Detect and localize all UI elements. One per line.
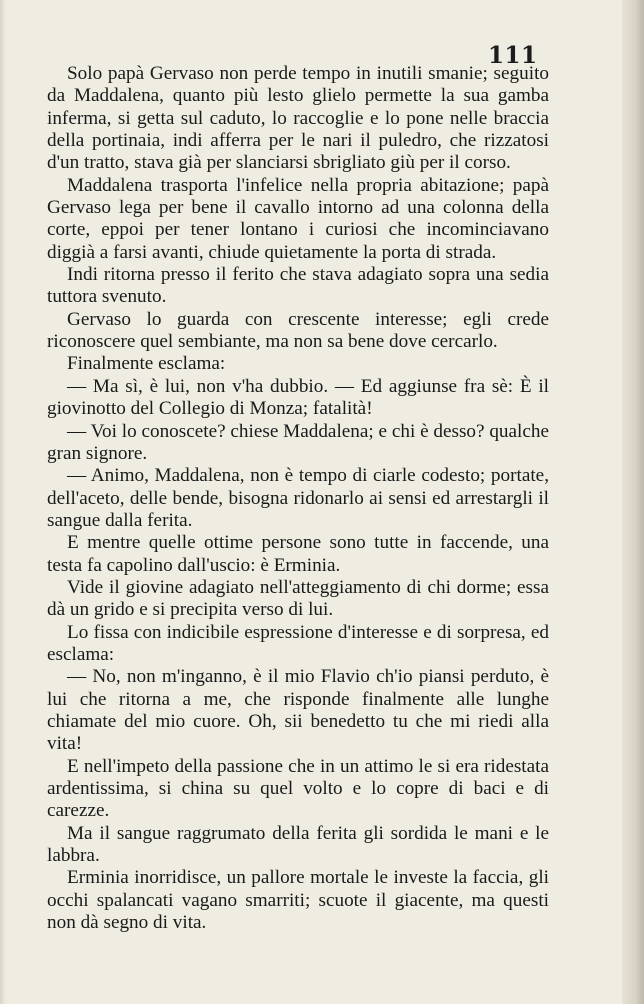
page-edge (622, 0, 644, 1004)
paragraph: Erminia inorridisce, un pallore mortale le investe la faccia, gli occhi spalancati vagano smarriti; scuote il giacente, ma questi non dà segno di vita. (47, 867, 549, 934)
paragraph: Vide il giovine adagiato nell'atteggiamento di chi dorme; essa dà un grido e si precipita verso di lui. (47, 576, 549, 621)
paragraph: — No, non m'inganno, è il mio Flavio ch'io piansi perduto, è lui che ritorna a me, che risponde finalmente alle lunghe chiamate del mio cuore. Oh, sii benedetto tu che mi riedi alla vita! (47, 666, 549, 755)
paragraph: E mentre quelle ottime persone sono tutte in faccende, una testa fa capolino dall'uscio: è Erminia. (47, 532, 549, 576)
paragraph: — Voi lo conoscete? chiese Maddalena; e chi è desso? qualche gran signore. (47, 420, 549, 464)
paragraph: Solo papà Gervaso non perde tempo in inutili smanie; seguito da Maddalena, quanto più lesto glielo permette la sua gamba inferma, si getta sul caduto, lo raccoglie e lo pone nelle braccia della portinaia, indi afferra per le nari il puledro, che rizzatosi d'un tratto, stava già per slanciarsi sbrigliato giù per il corso. (47, 63, 549, 174)
paragraph: Maddalena trasporta l'infelice nella propria abitazione; papà Gervaso lega per bene il cavallo intorno ad una colonna della corte, eppoi per tener lontano i curiosi che incominciavano diggià a farsi avanti, chiude quietamente la porta di strada. (47, 174, 549, 263)
paragraph: Ma il sangue raggrumato della ferita gli sordida le mani e le labbra. (47, 822, 549, 867)
page-number: 111 (488, 42, 538, 69)
paragraph: — Animo, Maddalena, non è tempo di ciarle codesto; portate, dell'aceto, delle bende, bisogna ridonarlo ai sensi ed arrestargli il sangue dalla ferita. (47, 465, 549, 531)
paragraph: Lo fissa con indicibile espressione d'interesse e di sorpresa, ed esclama: (47, 621, 549, 665)
paragraph: Gervaso lo guarda con crescente interesse; egli crede riconoscere quel sembiante, ma non sa bene dove cercarlo. (47, 308, 549, 353)
paragraph: Indi ritorna presso il ferito che stava adagiato sopra una sedia tuttora svenuto. (47, 264, 549, 308)
body-text (47, 63, 549, 934)
paragraph: E nell'impeto della passione che in un attimo le si era ridestata ardentissima, si china su quel volto e lo copre di baci e di carezze. (47, 755, 549, 822)
paragraph: Finalmente esclama: (67, 353, 226, 375)
paragraph: — Ma sì, è lui, non v'ha dubbio. — Ed aggiunse fra sè: È il giovinotto del Collegio di Monza; fatalità! (47, 375, 549, 420)
page-gutter-shadow (0, 0, 6, 1004)
